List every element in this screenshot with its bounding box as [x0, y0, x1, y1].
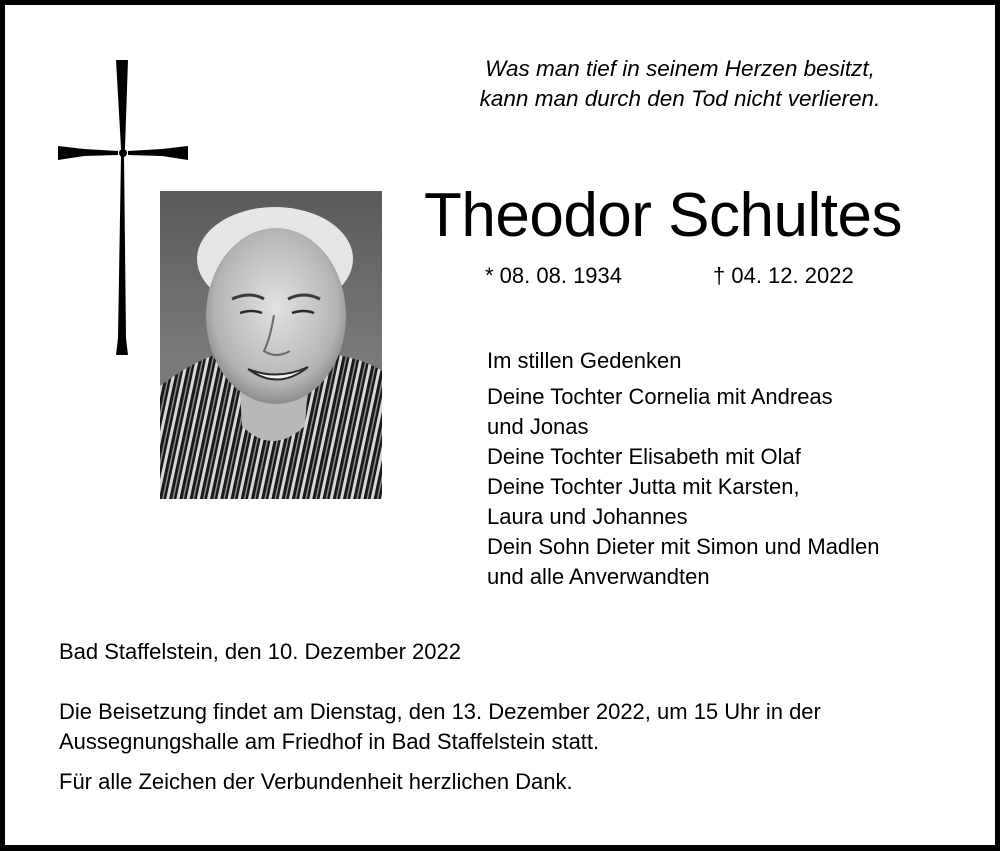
portrait-photo: [160, 191, 382, 499]
burial-line-1: Die Beisetzung findet am Dienstag, den 13. Dezember 2022, um 15 Uhr in der: [59, 699, 821, 724]
quote-line-2: kann man durch den Tod nicht verlieren.: [479, 86, 881, 111]
mourners-intro: Im stillen Gedenken: [487, 348, 682, 373]
mourner-line: Dein Sohn Dieter mit Simon und Madlen: [487, 534, 880, 559]
birth-date: * 08. 08. 1934: [485, 263, 623, 288]
quote-line-1: Was man tief in seinem Herzen besitzt,: [485, 56, 875, 81]
memorial-quote: [420, 54, 940, 114]
place-and-date: Bad Staffelstein, den 10. Dezember 2022: [59, 639, 461, 664]
thanks-note: Für alle Zeichen der Verbundenheit herzlichen Dank.: [59, 769, 573, 794]
mourner-line: Deine Tochter Jutta mit Karsten,: [487, 474, 800, 499]
burial-line-2: Aussegnungshalle am Friedhof in Bad Staffelstein statt.: [59, 729, 600, 754]
mourner-line: und alle Anverwandten: [487, 564, 710, 589]
mourner-line: Laura und Johannes: [487, 504, 688, 529]
mourner-line: Deine Tochter Cornelia mit Andreas: [487, 384, 833, 409]
mourner-line: und Jonas: [487, 414, 589, 439]
mourners-list: [487, 346, 880, 592]
deceased-name: Theodor Schultes: [424, 181, 902, 250]
death-date: † 04. 12. 2022: [713, 263, 854, 288]
mourner-line: Deine Tochter Elisabeth mit Olaf: [487, 444, 801, 469]
burial-info: [59, 697, 959, 757]
